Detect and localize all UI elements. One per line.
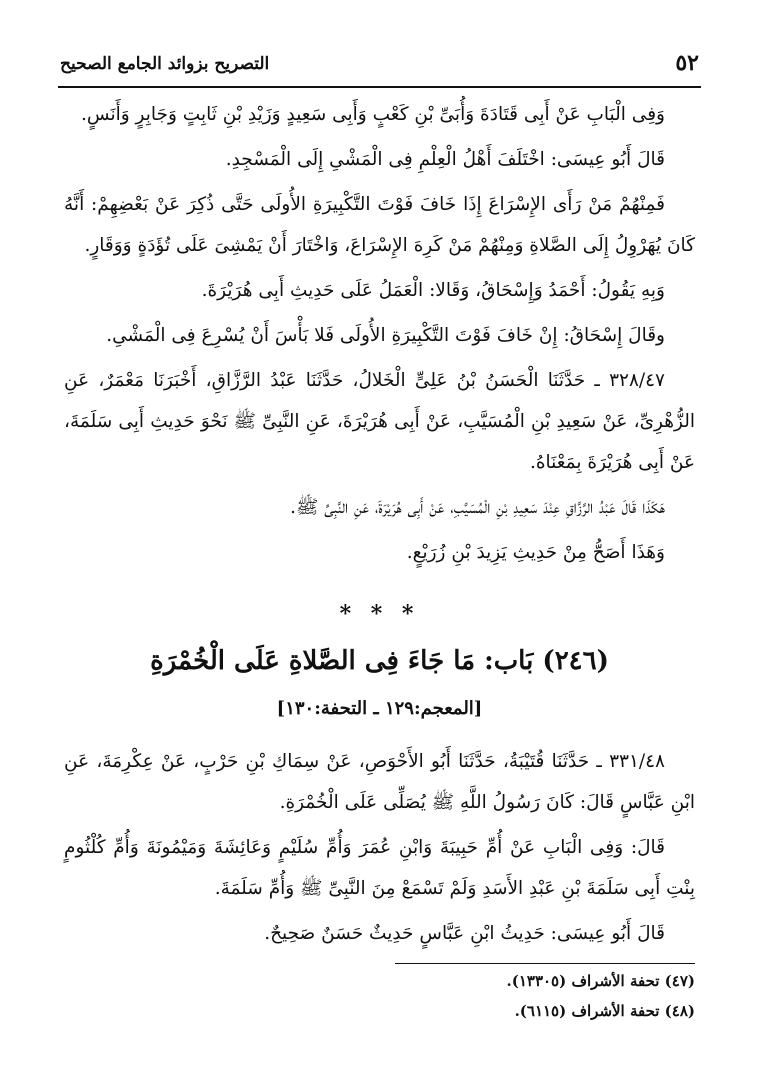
- chapter-title: (٢٤٦) بَاب: مَا جَاءَ فِى الصَّلاةِ عَلَى الْخُمْرَةِ: [150, 646, 609, 676]
- paragraph: قَالَ أَبُو عِيسَى: حَدِيثُ ابْنِ عَبَّاسٍ حَدِيثٌ حَسَنٌ صَحِيحٌ.: [264, 923, 665, 944]
- chapter-reference: [المعجم:١٢٩ ـ التحفة:١٣٠]: [276, 698, 483, 719]
- paragraph: قَالَ أَبُو عِيسَى: اخْتَلَفَ أَهْلُ الْعِلْمِ فِى الْمَشْىِ إِلَى الْمَسْجِدِ.: [225, 149, 665, 170]
- hadith-paragraph: ٣٣١/٤٨ ـ حَدَّثَنَا قُتَيْبَةُ، حَدَّثَنَا أَبُو الأَحْوَصِ، عَنْ سِمَاكِ بْنِ حَرْبٍ، عَنْ عِكْرِمَةَ، عَنِ ابْنِ عَبَّاسٍ قَالَ: كَانَ رَسُولُ اللَّهِ ﷺ يُصَلِّى عَلَى الْخُمْرَةِ.: [64, 751, 695, 813]
- running-title: التصريح بزوائد الجامع الصحيح: [60, 54, 270, 74]
- footnote: (٤٧) تحفة الأشراف (١٣٣٠٥).: [506, 972, 695, 990]
- footnotes: [395, 963, 695, 1026]
- page-number: ٥٢: [675, 50, 699, 76]
- page-header: [58, 46, 701, 88]
- paragraph: وقَالَ إِسْحَاقُ: إِنْ خَافَ فَوْتَ التَّكْبِيرَةِ الأُولَى فَلا بَأْسَ أَنْ يُسْرِعَ فِى الْمَشْىِ.: [106, 325, 665, 346]
- paragraph: وَهَذَا أَصَحُّ مِنْ حَدِيثِ يَزِيدَ بْنِ زُرَيْعٍ.: [406, 542, 665, 563]
- paragraph: وَبِهِ يَقُولُ: أَحْمَدُ وَإِسْحَاقُ، وَقَالا: الْعَمَلُ عَلَى حَدِيثِ أَبِى هُرَيْرَةَ.: [201, 280, 665, 301]
- section-separator: * * *: [339, 601, 420, 627]
- paragraph: قَالَ: وَفِى الْبَابِ عَنْ أُمِّ حَبِيبَةَ وَابْنِ عُمَرَ وَأُمِّ سُلَيْمٍ وَعَائِشَةَ وَمَيْمُونَةَ وَأُمِّ كُلْثُومٍ بِنْتِ أَبِى سَلَمَةَ بْنِ عَبْدِ الأَسَدِ وَلَمْ تَسْمَعْ مِنَ النَّبِىِّ ﷺ وَأُمِّ سَلَمَةَ.: [64, 837, 695, 899]
- hadith-paragraph: ٣٢٨/٤٧ ـ حَدَّثَنَا الْحَسَنُ بْنُ عَلِىٍّ الْخَلالُ، حَدَّثَنَا عَبْدُ الرَّزَّاقِ، أَخْبَرَنَا مَعْمَرٌ، عَنِ الزُّهْرِىِّ، عَنْ سَعِيدِ بْنِ الْمُسَيَّبِ، عَنْ أَبِى هُرَيْرَةَ، عَنِ النَّبِىِّ ﷺ نَحْوَ حَدِيثِ أَبِى سَلَمَةَ، عَنْ أَبِى هُرَيْرَةَ بِمَعْنَاهُ.: [64, 370, 695, 473]
- footnote: (٤٨) تحفة الأشراف (٦١١٥).: [514, 1002, 695, 1020]
- paragraph: وَفِى الْبَابِ عَنْ أَبِى قَتَادَةَ وَأُبَىِّ بْنِ كَعْبٍ وَأَبِى سَعِيدٍ وَزَيْدِ بْنِ ثَابِتٍ وَجَابِرٍ وَأَنَسٍ.: [80, 104, 665, 125]
- page-body: [64, 94, 695, 958]
- paragraph: فَمِنْهُمْ مَنْ رَأَى الإِسْرَاعَ إِذَا خَافَ فَوْتَ التَّكْبِيرَةِ الأُولَى حَتَّى ذُكِرَ عَنْ بَعْضِهِمْ: أَنَّهُ كَانَ يُهَرْوِلُ إِلَى الصَّلاةِ وَمِنْهُمْ مَنْ كَرِهَ الإِسْرَاعَ، وَاخْتَارَ أَنْ يَمْشِىَ عَلَى تُؤَدَةٍ وَوَقَارٍ.: [64, 194, 695, 256]
- paragraph: هَكَذَا قَالَ عَبْدُ الرَّزَّاقِ عِنْدَ سَعِيدِ بْنِ الْمُسَيَّبِ، عَنْ أَبِى هُرَيْرَةَ، عَنِ النَّبِىِّ ﷺ.: [290, 497, 665, 518]
